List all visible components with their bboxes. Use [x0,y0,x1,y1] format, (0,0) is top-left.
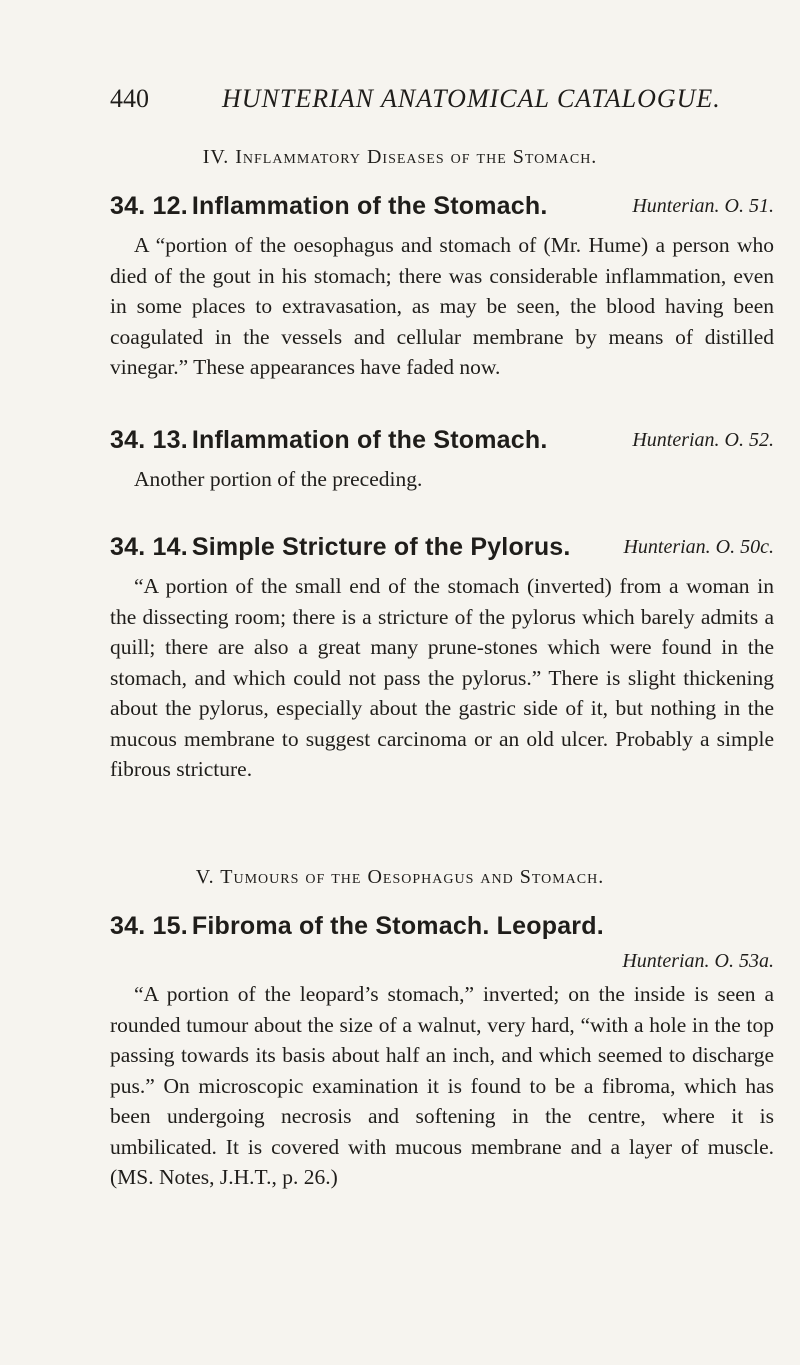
entry-title: Fibroma of the Stomach. Leopard. [191,912,604,940]
entry-description: “A portion of the leopard’s stomach,” inverted; on the inside is seen a rounded tumour about the size of a walnut, very hard, “with a hole in the top passing towards its basis about half an inch, and which seemed to discharge pus.” On microscopic examination it is found to be a fibroma, which has been undergoing necrosis and softening in the centre, where it is umbilicated. It is covered with mucous membrane and a layer of muscle. (MS. Notes, J.H.T., p. 26.) [110,982,774,1189]
entry-header [110,912,774,944]
entry-header [110,533,774,565]
entry-title: Simple Stricture of the Pylorus. [191,533,571,561]
section-heading-tumours: V. Tumours of the Oesophagus and Stomach. [195,866,605,888]
entry-reference: Hunterian. O. 53a. [622,950,774,972]
entry-header [110,192,774,224]
catalogue-entry-34-12 [110,192,774,383]
entry-number: 34. 15. [110,912,188,940]
entry-description: “A portion of the small end of the stomach (inverted) from a woman in the dissecting room; there is a stricture of the pylorus which barely admits a quill; there are also a great many prune-stones which were found in the stomach, and which could not pass the pylorus.” There is slight thickening about the pylorus, especially about the gastric side of it, but nothing in the mucous membrane to suggest carcinoma or an old ulcer. Probably a simple fibrous stricture. [110,574,774,781]
entry-description: Another portion of the preceding. [134,467,423,491]
catalogue-entry-34-14 [110,533,774,785]
page-number: 440 [110,84,149,113]
entry-description: A “portion of the oesophagus and stomach of (Mr. Hume) a person who died of the gout in his stomach; there was considerable inflammation, even in some places to extravasation, as may be seen, the blood having been coagulated in the vessels and cellular membrane by means of distilled vinegar.” These appearances have faded now. [110,233,774,379]
catalogue-entry-34-15 [110,912,774,1193]
entry-number: 34. 13. [110,426,188,454]
entry-reference: Hunterian. O. 51. [632,195,774,217]
entry-number: 34. 14. [110,533,188,561]
entry-number: 34. 12. [110,192,188,220]
running-head [110,84,721,114]
entry-title: Inflammation of the Stomach. [191,426,548,454]
catalogue-entry-34-13 [110,426,774,495]
entry-reference: Hunterian. O. 52. [632,429,774,451]
entry-title: Inflammation of the Stomach. [191,192,548,220]
running-head-title: HUNTERIAN ANATOMICAL CATALOGUE. [222,84,721,113]
entry-header [110,426,774,458]
entry-reference: Hunterian. O. 50c. [623,536,774,558]
section-heading-inflammatory: IV. Inflammatory Diseases of the Stomach. [202,146,598,168]
